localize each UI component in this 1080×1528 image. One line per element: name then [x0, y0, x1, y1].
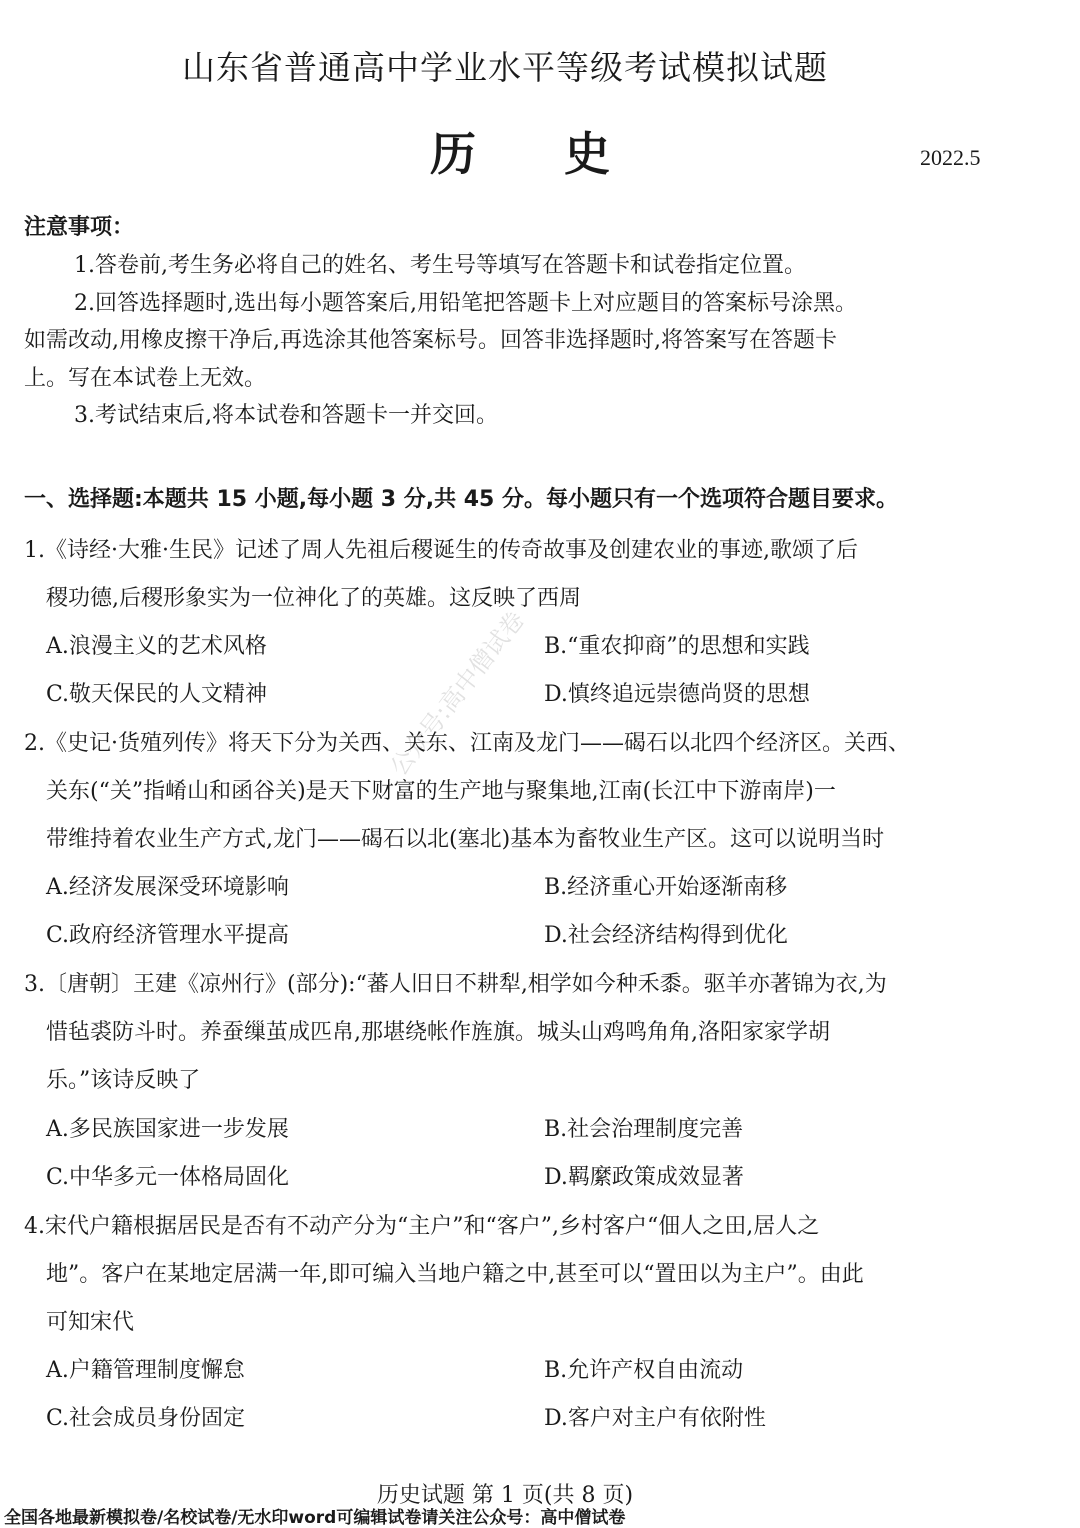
- footer-note: 全国各地最新模拟卷/名校试卷/无水印word可编辑试卷请关注公众号：高中僧试卷: [4, 1508, 626, 1528]
- question-1-option-a: A.浪漫主义的艺术风格: [46, 634, 267, 659]
- exam-title: 山东省普通高中学业水平等级考试模拟试题: [182, 48, 828, 87]
- question-3-option-a: A.多民族国家进一步发展: [46, 1117, 289, 1142]
- question-1-option-b: B.“重农抑商”的思想和实践: [544, 634, 810, 659]
- question-2-option-d: D.社会经济结构得到优化: [544, 923, 788, 948]
- question-4-option-b: B.允许产权自由流动: [544, 1358, 744, 1383]
- question-4-line: 4.宋代户籍根据居民是否有不动产分为“主户”和“客户”,乡村客户“佃人之田,居人之: [24, 1214, 820, 1239]
- page-number: 历史试题 第 1 页(共 8 页): [376, 1483, 634, 1508]
- question-2-option-c: C.政府经济管理水平提高: [46, 923, 290, 948]
- question-1-option-c: C.敬天保民的人文精神: [46, 682, 268, 707]
- question-2-option-a: A.经济发展深受环境影响: [46, 875, 289, 900]
- section-heading: 一、选择题:本题共 15 小题,每小题 3 分,共 45 分。每小题只有一个选项符合题目要求。: [24, 487, 899, 512]
- question-2-line: 2.《史记·货殖列传》将天下分为关西、关东、江南及龙门——碣石以北四个经济区。关西、: [24, 731, 910, 756]
- question-1-option-d: D.慎终追远崇德尚贤的思想: [544, 682, 810, 707]
- subject-title: 历 史: [430, 127, 647, 181]
- question-3-option-b: B.社会治理制度完善: [544, 1117, 744, 1142]
- exam-date: 2022.5: [920, 145, 981, 170]
- notice-line: 上。写在本试卷上无效。: [24, 366, 267, 391]
- question-2-line: 带维持着农业生产方式,龙门——碣石以北(塞北)基本为畜牧业生产区。这可以说明当时: [46, 827, 885, 852]
- notice-line: 2.回答选择题时,选出每小题答案后,用铅笔把答题卡上对应题目的答案标号涂黑。: [74, 291, 857, 316]
- question-3-option-d: D.羁縻政策成效显著: [544, 1165, 744, 1190]
- notice-line: 1.答卷前,考生务必将自己的姓名、考生号等填写在答题卡和试卷指定位置。: [74, 253, 806, 278]
- question-4-option-a: A.户籍管理制度懈怠: [46, 1358, 245, 1383]
- notice-heading: 注意事项：: [24, 215, 135, 240]
- notice-line: 3.考试结束后,将本试卷和答题卡一并交回。: [74, 403, 498, 428]
- question-3-line: 惜毡裘防斗时。养蚕缫茧成匹帛,那堪绕帐作旌旗。城头山鸡鸣角角,洛阳家家学胡: [46, 1020, 830, 1045]
- question-1-line: 1.《诗经·大雅·生民》记述了周人先祖后稷诞生的传奇故事及创建农业的事迹,歌颂了后: [24, 538, 858, 563]
- question-4-option-d: D.客户对主户有依附性: [544, 1406, 766, 1431]
- question-1-line: 稷功德,后稷形象实为一位神化了的英雄。这反映了西周: [46, 586, 581, 611]
- question-3-option-c: C.中华多元一体格局固化: [46, 1165, 290, 1190]
- question-4-line: 可知宋代: [46, 1310, 135, 1335]
- question-2-option-b: B.经济重心开始逐渐南移: [544, 875, 788, 900]
- notice-line: 如需改动,用橡皮擦干净后,再选涂其他答案标号。回答非选择题时,将答案写在答题卡: [24, 328, 837, 353]
- question-2-line: 关东(“关”指崤山和函谷关)是天下财富的生产地与聚集地,江南(长江中下游南岸)一: [46, 779, 836, 804]
- question-3-line: 乐。”该诗反映了: [46, 1068, 201, 1093]
- question-3-line: 3.〔唐朝〕王建《凉州行》(部分):“蕃人旧日不耕犁,相学如今种禾黍。驱羊亦著锦为衣,为: [24, 972, 887, 997]
- watermark: 公众号:高中僧试卷: [384, 606, 530, 781]
- question-4-line: 地”。客户在某地定居满一年,即可编入当地户籍之中,甚至可以“置田以为主户”。由此: [46, 1262, 864, 1287]
- question-4-option-c: C.社会成员身份固定: [46, 1406, 246, 1431]
